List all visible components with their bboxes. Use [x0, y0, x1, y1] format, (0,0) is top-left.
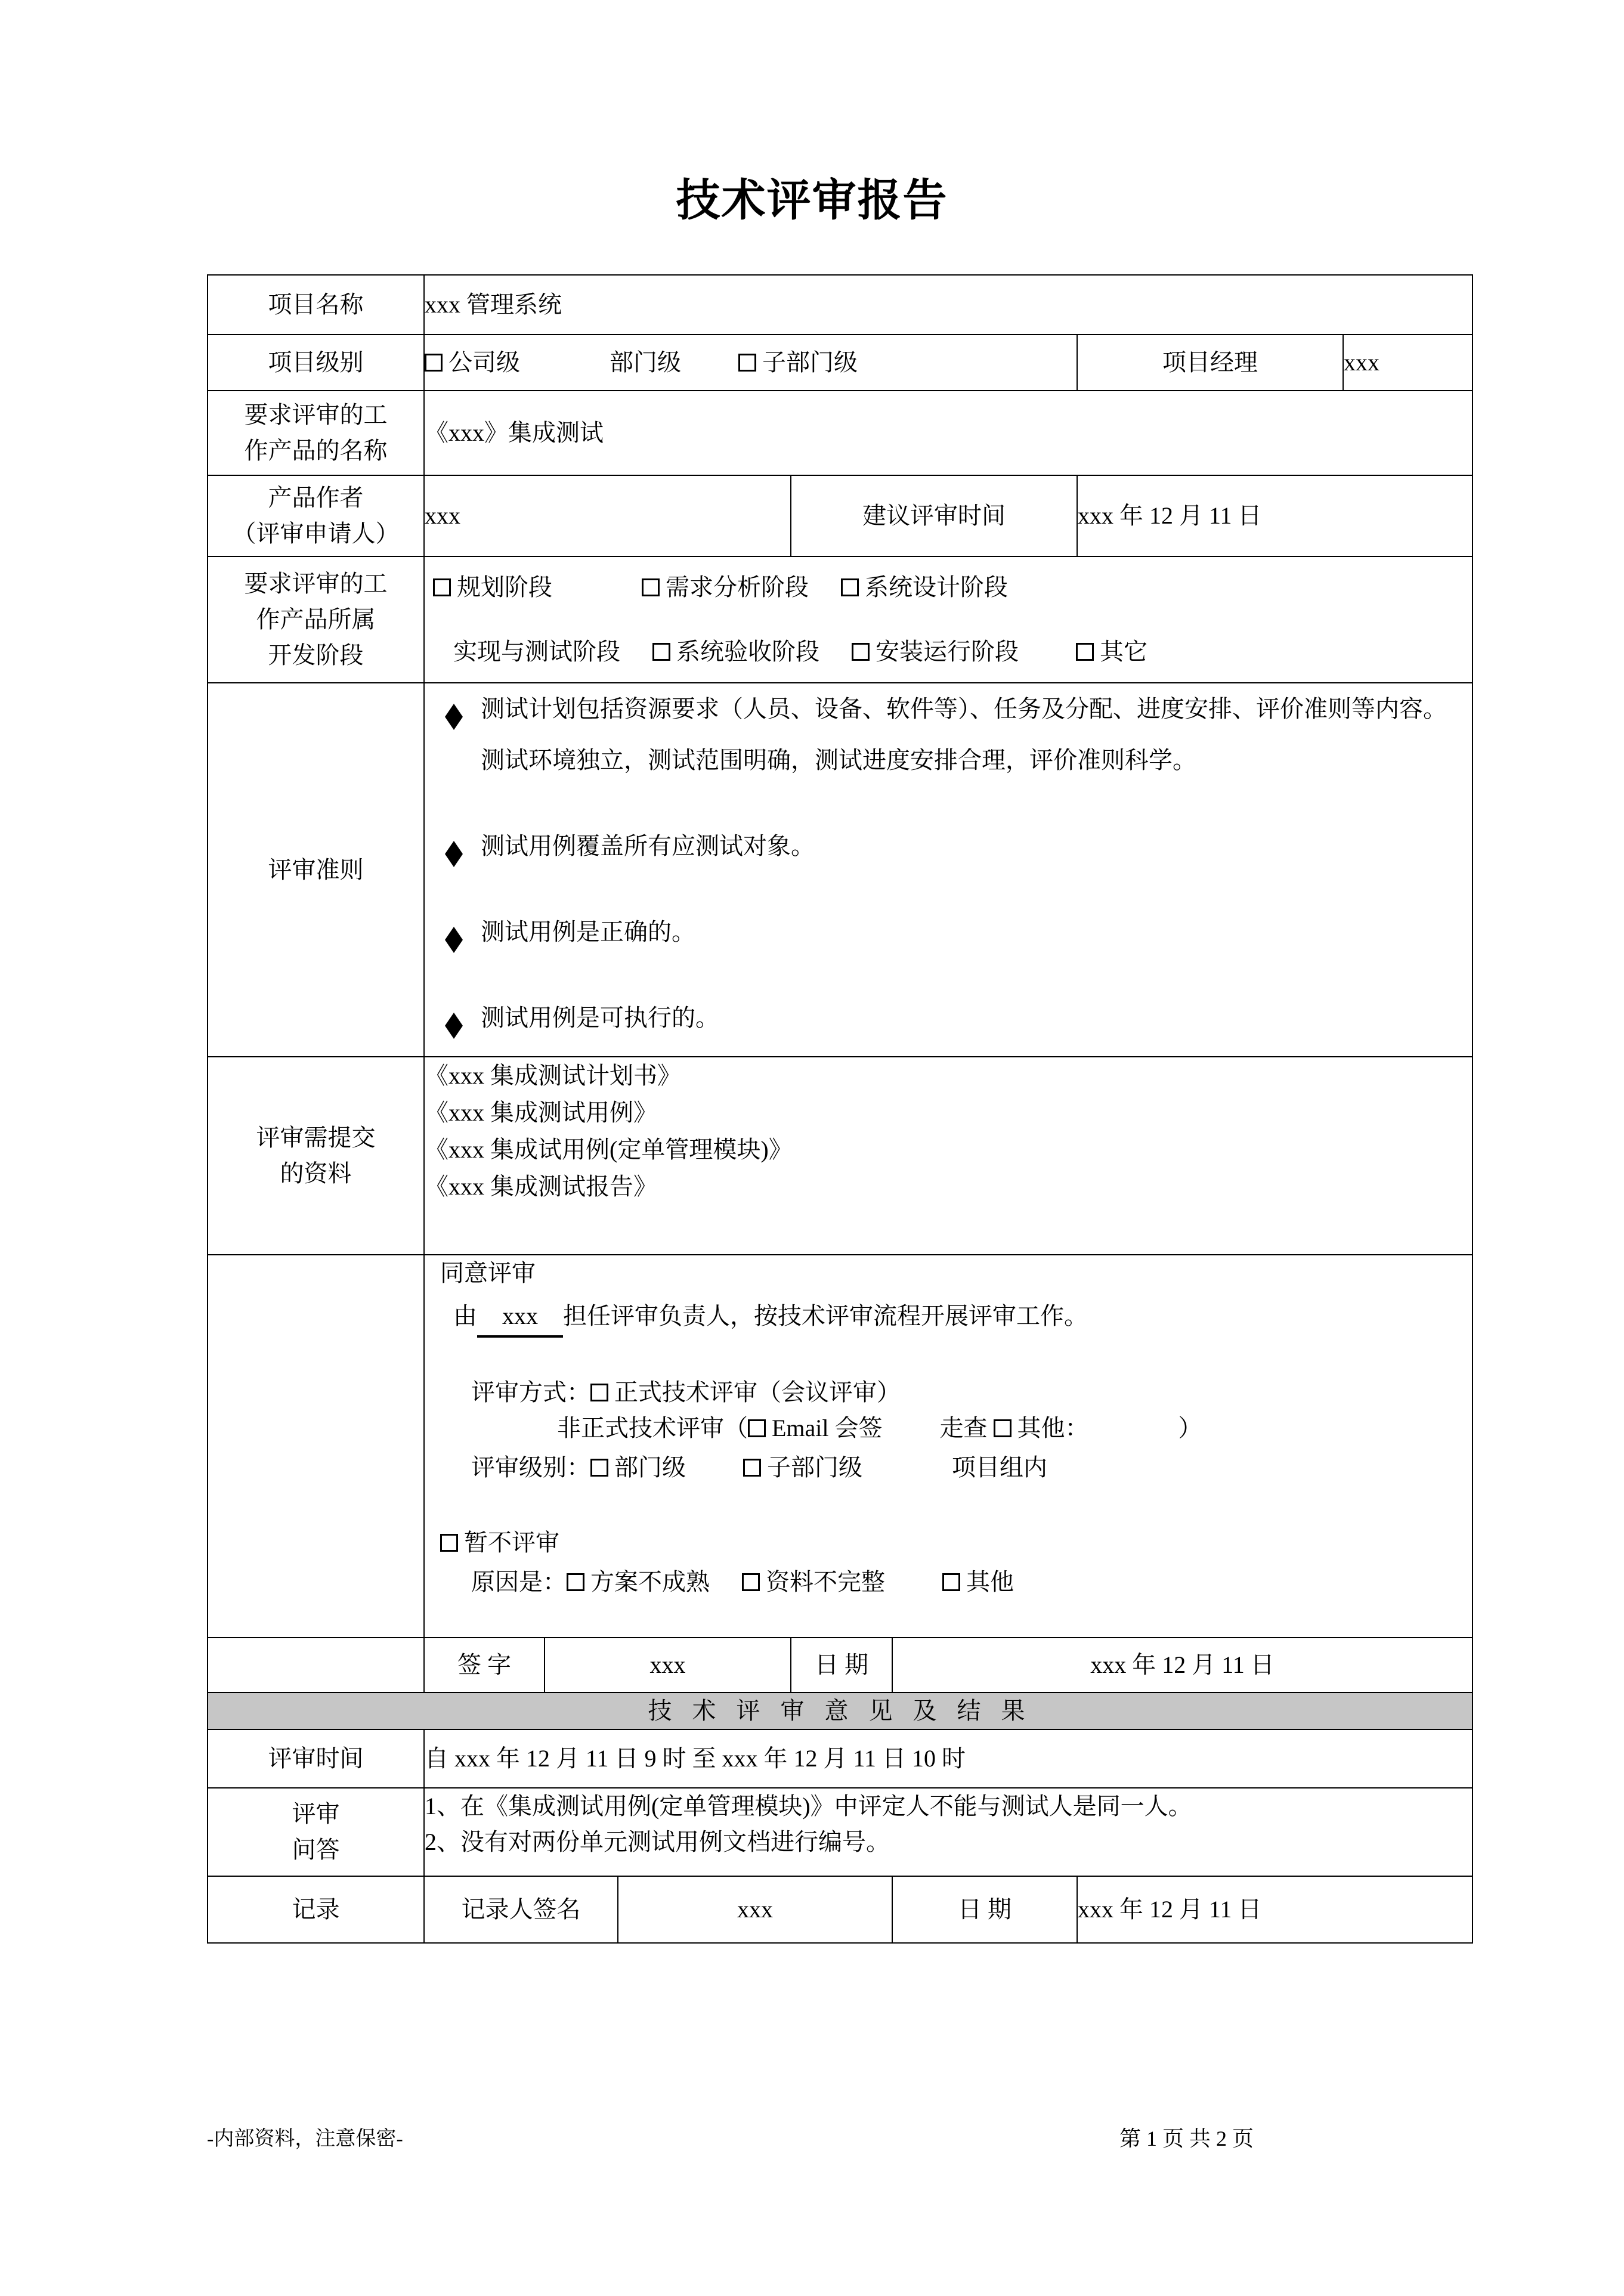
value-product-author: xxx: [424, 475, 791, 556]
label-suggested-review-date: 建议评审时间: [791, 475, 1077, 556]
option-label-impl-test-phase: 实现与测试阶段: [453, 638, 620, 665]
table-row-project-name: [208, 275, 1473, 335]
table-row-review-criteria: [208, 683, 1473, 1057]
label-project-name: 项目名称: [208, 275, 424, 335]
checkbox-installation-phase[interactable]: [852, 643, 870, 661]
diamond-bullet-icon: [445, 992, 481, 1044]
review-criteria-list: [424, 683, 1473, 1057]
label-product-author: 产品作者 （评审申请人）: [208, 475, 424, 556]
checkbox-company-level[interactable]: [425, 354, 443, 372]
value-project-manager: xxx: [1343, 335, 1473, 391]
label-record: 记录: [208, 1876, 424, 1943]
checkbox-other-phase[interactable]: [1076, 643, 1094, 661]
value-signature: xxx: [545, 1638, 791, 1692]
criteria-item: 测试用例覆盖所有应测试对象。: [425, 821, 1472, 872]
label-signature: 签 字: [424, 1638, 545, 1692]
diamond-bullet-icon: [445, 906, 481, 958]
development-phase-options: [424, 556, 1473, 683]
label-review-criteria: 评审准则: [208, 683, 424, 1057]
label-record-date: 日 期: [892, 1876, 1077, 1943]
approval-assign-line: 由 xxx 担任评审负责人，按技术评审流程开展评审工作。: [425, 1298, 1472, 1338]
option-label-planning-phase: 规划阶段: [457, 574, 552, 601]
list-item: 《xxx 集成测试用例》: [425, 1099, 657, 1126]
table-row-work-product: [208, 391, 1473, 475]
table-row-author: [208, 475, 1473, 556]
criteria-item: 测试用例是可执行的。: [425, 992, 1472, 1044]
materials-list: [424, 1057, 1473, 1255]
phase-options-row-2: [425, 634, 1472, 670]
list-item: 《xxx 集成测试报告》: [425, 1173, 657, 1200]
diamond-bullet-icon: [445, 683, 481, 735]
list-item: 《xxx 集成测试计划书》: [425, 1062, 681, 1089]
option-label-company-level: 公司级: [448, 349, 520, 376]
label-recorder-signature: 记录人签名: [424, 1876, 618, 1943]
option-label-acceptance-phase: 系统验收阶段: [676, 638, 819, 665]
checkbox-requirements-phase[interactable]: [642, 578, 660, 596]
label-review-time: 评审时间: [208, 1729, 424, 1788]
technical-review-form: [207, 274, 1473, 1944]
approval-agree-title: 同意评审: [440, 1260, 536, 1286]
value-project-name: xxx 管理系统: [424, 275, 1473, 335]
table-row-project-level: [208, 335, 1473, 391]
list-item: 1、在《集成测试用例(定单管理模块)》中评定人不能与测试人是同一人。: [425, 1793, 1192, 1820]
checkbox-reason-other[interactable]: [942, 1573, 960, 1591]
value-record-date: xxx 年 12 月 11 日: [1077, 1876, 1473, 1943]
table-row-materials: [208, 1057, 1473, 1255]
signature-empty-cell: [208, 1638, 424, 1692]
approval-block: [424, 1255, 1473, 1638]
checkbox-acceptance-phase[interactable]: [652, 643, 670, 661]
label-review-qa: 评审 问答: [208, 1788, 424, 1876]
table-row-review-qa: [208, 1788, 1473, 1876]
approval-defer-line: 暂不评审: [425, 1525, 1472, 1561]
label-materials: 评审需提交 的资料: [208, 1057, 424, 1255]
criteria-item: 测试计划包括资源要求（人员、设备、软件等）、任务及分配、进度安排、评价准则等内容。测试环境独立，测试范围明确，测试进度安排合理，评价准则科学。: [425, 683, 1472, 786]
footer-page-number: 第 1 页 共 2 页: [1119, 2127, 1254, 2150]
checkbox-other-method[interactable]: [994, 1419, 1011, 1437]
option-label-system-design-phase: 系统设计阶段: [865, 574, 1008, 601]
table-row-results-band: [208, 1692, 1473, 1729]
table-row-review-time: [208, 1729, 1473, 1788]
checkbox-reason-incomplete-docs[interactable]: [742, 1573, 760, 1591]
option-label-dept-level: 部门级: [610, 349, 681, 376]
option-label-subdept-level: 子部门级: [762, 349, 858, 376]
value-suggested-review-date: xxx 年 12 月 11 日: [1077, 475, 1473, 556]
diamond-bullet-icon: [445, 821, 481, 872]
label-signature-date: 日 期: [791, 1638, 892, 1692]
label-development-phase: 要求评审的工 作产品所属 开发阶段: [208, 556, 424, 683]
section-header-review-results: 技 术 评 审 意 见 及 结 果: [208, 1692, 1473, 1729]
checkbox-reason-immature-plan[interactable]: [567, 1573, 584, 1591]
label-work-product: 要求评审的工 作产品的名称: [208, 391, 424, 475]
approval-method-line: 评审方式： 正式技术评审（会议评审）: [471, 1379, 901, 1406]
checkbox-formal-review[interactable]: [590, 1384, 608, 1401]
footer-confidentiality-note: -内部资料，注意保密-: [207, 2128, 403, 2150]
criteria-item: 测试用例是正确的。: [425, 906, 1472, 958]
label-project-level: 项目级别: [208, 335, 424, 391]
project-level-options: [424, 335, 1077, 391]
approval-reason-line: 原因是： 方案不成熟 资料不完整 其他: [471, 1568, 1014, 1595]
option-label-installation-phase: 安装运行阶段: [876, 638, 1019, 665]
page-title: 技术评审报告: [676, 177, 948, 225]
checkbox-planning-phase[interactable]: [433, 578, 451, 596]
checkbox-subdept-level[interactable]: [738, 354, 756, 372]
checkbox-email-review[interactable]: [748, 1419, 766, 1437]
option-label-other-phase: 其它: [1100, 638, 1147, 665]
list-item: 2、没有对两份单元测试用例文档进行编号。: [425, 1828, 890, 1855]
value-recorder-signature: xxx: [618, 1876, 892, 1943]
table-row-record: [208, 1876, 1473, 1943]
table-row-approval: [208, 1255, 1473, 1638]
table-row-development-phase: [208, 556, 1473, 683]
checkbox-system-design-phase[interactable]: [841, 578, 859, 596]
value-review-time: 自 xxx 年 12 月 11 日 9 时 至 xxx 年 12 月 11 日 10 时: [424, 1729, 1473, 1788]
approval-informal-line: 非正式技术评审（ Email 会签 走查 其他： ）: [557, 1415, 1202, 1441]
checkbox-level-subdept[interactable]: [743, 1459, 761, 1477]
option-label-requirements-phase: 需求分析阶段: [666, 574, 809, 601]
phase-options-row-1: [425, 570, 1472, 605]
table-row-signature: [208, 1638, 1473, 1692]
approval-owner-field[interactable]: xxx: [477, 1298, 563, 1338]
label-project-manager: 项目经理: [1077, 335, 1343, 391]
value-signature-date: xxx 年 12 月 11 日: [892, 1638, 1473, 1692]
review-qa-list: [424, 1788, 1473, 1876]
label-approval-empty: [208, 1255, 424, 1638]
list-item: 《xxx 集成试用例(定单管理模块)》: [425, 1136, 793, 1163]
approval-level-line: 评审级别： 部门级 子部门级 项目组内: [471, 1454, 1047, 1481]
value-work-product: 《xxx》集成测试: [424, 391, 1473, 475]
checkbox-level-dept[interactable]: [590, 1459, 608, 1477]
checkbox-defer-review[interactable]: [440, 1534, 458, 1552]
